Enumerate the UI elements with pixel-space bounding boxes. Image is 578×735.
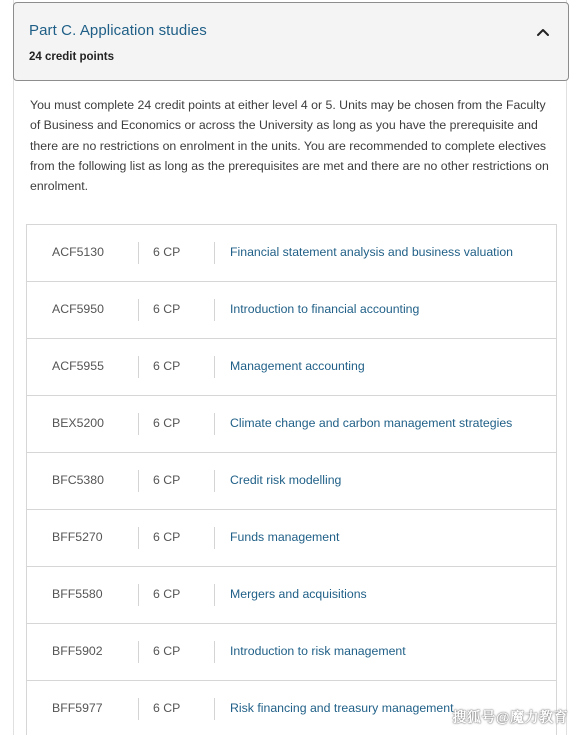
unit-credit-points: 6 CP (153, 359, 181, 373)
column-divider (138, 584, 139, 606)
column-divider (138, 527, 139, 549)
unit-title-link[interactable]: Financial statement analysis and business valuation (230, 245, 513, 259)
unit-row[interactable] (27, 339, 556, 396)
unit-row[interactable] (27, 567, 556, 624)
unit-title-link[interactable]: Management accounting (230, 359, 365, 373)
unit-code: BFC5380 (52, 473, 104, 487)
unit-credit-points: 6 CP (153, 701, 181, 715)
unit-title-link[interactable]: Introduction to financial accounting (230, 302, 420, 316)
unit-title-link[interactable]: Risk financing and treasury management (230, 701, 454, 715)
unit-code: BFF5580 (52, 587, 103, 601)
column-divider (138, 698, 139, 720)
column-divider (138, 299, 139, 321)
column-divider (138, 356, 139, 378)
column-divider (214, 413, 215, 435)
application-studies-accordion (13, 0, 567, 735)
unit-list (26, 224, 557, 735)
unit-row[interactable] (27, 453, 556, 510)
unit-title-link[interactable]: Credit risk modelling (230, 473, 342, 487)
unit-credit-points: 6 CP (153, 302, 181, 316)
unit-row[interactable] (27, 282, 556, 339)
column-divider (138, 413, 139, 435)
unit-credit-points: 6 CP (153, 416, 181, 430)
unit-code: ACF5130 (52, 245, 104, 259)
section-credit-points: 24 credit points (29, 51, 114, 63)
column-divider (138, 470, 139, 492)
section-title: Part C. Application studies (29, 22, 207, 39)
unit-code: ACF5955 (52, 359, 104, 373)
unit-title-link[interactable]: Introduction to risk management (230, 644, 406, 658)
unit-row[interactable] (27, 624, 556, 681)
unit-row[interactable] (27, 225, 556, 282)
column-divider (138, 641, 139, 663)
column-divider (214, 242, 215, 264)
unit-title-link[interactable]: Funds management (230, 530, 340, 544)
unit-code: BFF5902 (52, 644, 103, 658)
chevron-up-icon[interactable] (536, 25, 550, 39)
column-divider (214, 527, 215, 549)
unit-credit-points: 6 CP (153, 245, 181, 259)
unit-code: BFF5270 (52, 530, 103, 544)
accordion-header[interactable] (13, 2, 569, 81)
column-divider (214, 698, 215, 720)
unit-title-link[interactable]: Mergers and acquisitions (230, 587, 367, 601)
unit-code: ACF5950 (52, 302, 104, 316)
unit-credit-points: 6 CP (153, 644, 181, 658)
unit-credit-points: 6 CP (153, 473, 181, 487)
unit-row[interactable] (27, 396, 556, 453)
unit-code: BFF5977 (52, 701, 103, 715)
column-divider (214, 299, 215, 321)
unit-credit-points: 6 CP (153, 530, 181, 544)
column-divider (214, 584, 215, 606)
column-divider (214, 470, 215, 492)
unit-code: BEX5200 (52, 416, 104, 430)
unit-credit-points: 6 CP (153, 587, 181, 601)
column-divider (214, 356, 215, 378)
column-divider (214, 641, 215, 663)
unit-title-link[interactable]: Climate change and carbon management strategies (230, 416, 513, 430)
section-description: You must complete 24 credit points at either level 4 or 5. Units may be chosen from the Faculty of Business and Economics or across the University as long as you have the prerequisite and there are no restrictions on enrolment in the units. You are recommended to complete electives from the following list as long as the prerequisites are met and there are no other restrictions on enrolment. (30, 98, 549, 194)
unit-row[interactable] (27, 510, 556, 567)
watermark: 搜狐号@魔力教育 (452, 709, 568, 725)
column-divider (138, 242, 139, 264)
